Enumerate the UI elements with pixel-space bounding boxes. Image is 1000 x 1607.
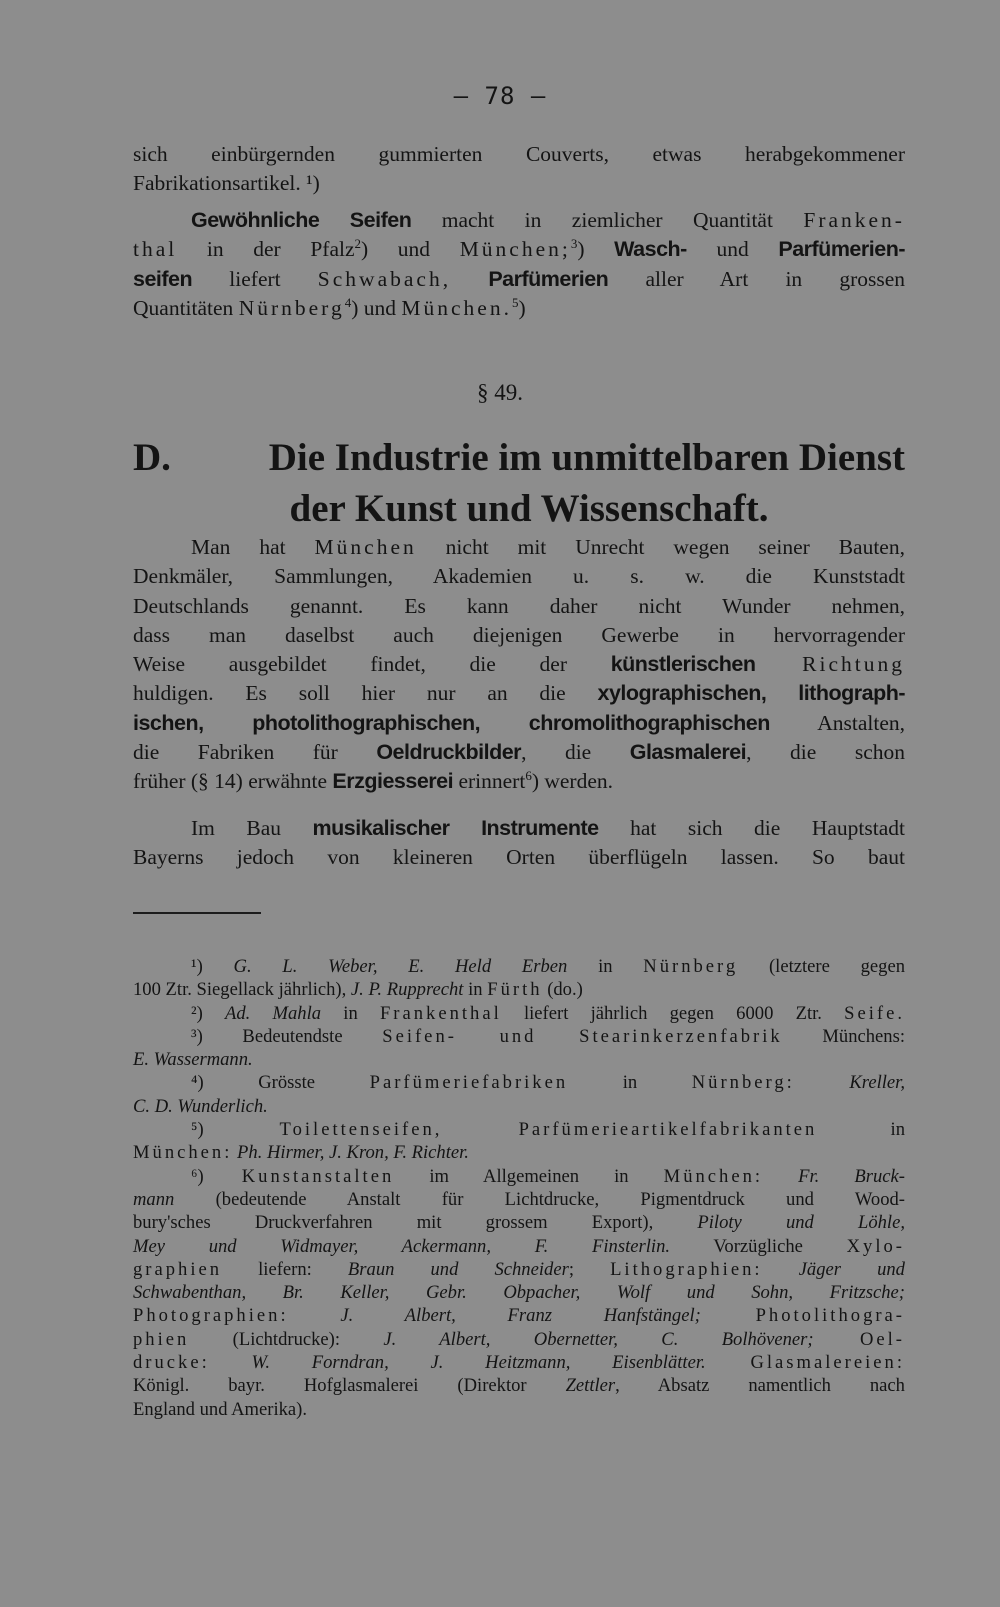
footnote-2 bbox=[133, 1002, 905, 1025]
footnote-mark: ²) bbox=[191, 1002, 203, 1024]
names: Braun und Schneider bbox=[347, 1258, 569, 1280]
spaced-word: Glasmalereien: bbox=[705, 1352, 905, 1374]
names: W. Forndran, J. Heitzmann, Eisenblätter. bbox=[209, 1352, 706, 1374]
footnote-4-cont bbox=[133, 1095, 905, 1118]
bold-term: Gewöhnliche Seifen bbox=[191, 208, 412, 232]
spaced-word: Richtung bbox=[755, 652, 905, 677]
place-name: thal bbox=[133, 237, 178, 262]
names: Piloty und Löhle, bbox=[697, 1212, 905, 1234]
text-run: in bbox=[463, 979, 488, 1001]
chapter-heading bbox=[133, 432, 905, 534]
text-line bbox=[133, 294, 905, 323]
text-run: erinnert bbox=[453, 769, 526, 794]
text-line bbox=[133, 709, 905, 738]
text-line: Deutschlands genannt. Es kann daher nicht Wunder nehmen, bbox=[133, 593, 905, 618]
spaced-word: Seife. bbox=[844, 1002, 905, 1024]
text-run: liefern: bbox=[222, 1258, 348, 1280]
names: J. Albert, Obernetter, C. Bolhövener; bbox=[383, 1328, 814, 1350]
text-line bbox=[133, 767, 905, 796]
spaced-word: Seifen- und Stearinkerzenfabrik bbox=[382, 1025, 783, 1047]
text-run: Weise ausgebildet findet, die der bbox=[133, 652, 611, 677]
text-line: Bayerns jedoch von kleineren Orten überflügeln lassen. So baut bbox=[133, 845, 905, 870]
footnote-6-cont bbox=[133, 1304, 905, 1327]
footnote-ref: 4 bbox=[344, 294, 352, 310]
text-line bbox=[133, 738, 905, 767]
text-line: dass man daselbst auch diejenigen Gewerbe in hervorragender bbox=[133, 622, 905, 647]
text-run: früher (§ 14) erwähnte bbox=[133, 769, 333, 794]
text-run: in der Pfalz bbox=[177, 237, 355, 262]
text-line: sich einbürgernden gummierten Couverts, etwas herabgekommener bbox=[133, 142, 905, 166]
text-run: ; bbox=[568, 1258, 611, 1280]
text-run: die Fabriken für bbox=[133, 740, 377, 765]
text-line bbox=[133, 533, 905, 562]
text-run: Anstalten, bbox=[769, 710, 905, 735]
bold-term: ischen, photolithographischen, chromolithographischen bbox=[133, 710, 770, 735]
place-name: München: bbox=[133, 1142, 233, 1164]
text-run: (letztere gegen bbox=[738, 956, 905, 977]
names: Mey und Widmayer, Ackermann, F. Finsterlin. bbox=[133, 1235, 671, 1257]
place-name: München; bbox=[459, 237, 571, 262]
footnote-5-cont bbox=[133, 1141, 905, 1164]
footnote-6-cont bbox=[133, 1328, 905, 1351]
text-run: im Allgemeinen in bbox=[394, 1165, 664, 1187]
text-run: ) bbox=[577, 237, 615, 262]
bold-term: Parfümerien bbox=[451, 266, 609, 291]
spaced-word: Lithographien: bbox=[610, 1258, 763, 1280]
place-name: Fürth bbox=[487, 979, 543, 1001]
footnote-ref: 5 bbox=[511, 294, 519, 310]
footnote-mark: ⁵) bbox=[191, 1119, 204, 1141]
footnote-1-cont bbox=[133, 978, 905, 1001]
names: G. L. Weber, E. Held Erben bbox=[233, 956, 568, 977]
text-run: liefert jährlich gegen 6000 Ztr. bbox=[501, 1002, 845, 1024]
text-run: Vorzügliche bbox=[670, 1235, 847, 1257]
bold-term: musikalischer Instrumente bbox=[312, 816, 599, 840]
names: Ad. Mahla bbox=[225, 1002, 322, 1024]
spaced-word: phien bbox=[133, 1328, 190, 1350]
footnote-5 bbox=[133, 1118, 905, 1141]
text-line bbox=[133, 814, 905, 843]
text-run: ) werden. bbox=[531, 769, 614, 794]
footnote-4 bbox=[133, 1071, 905, 1094]
footnote-6-cont bbox=[133, 1281, 905, 1304]
bold-term: Glasmalerei bbox=[629, 740, 747, 765]
footnote-mark: ⁴) bbox=[191, 1072, 204, 1094]
footnote-mark: ¹) bbox=[191, 956, 203, 977]
page-number: — 78 — bbox=[453, 82, 547, 110]
text-line bbox=[133, 235, 905, 264]
text-run: , die schon bbox=[746, 740, 905, 765]
spaced-word: Oel- bbox=[813, 1328, 905, 1350]
names: mann bbox=[133, 1188, 175, 1210]
place-name: Frankenthal bbox=[379, 1002, 502, 1024]
footnote-6-cont bbox=[133, 1351, 905, 1374]
footnote-mark: ³) bbox=[191, 1025, 203, 1047]
footnotes bbox=[133, 955, 905, 1421]
text-run: in bbox=[567, 956, 644, 977]
names: Schwabenthan, Br. Keller, Gebr. Obpacher, Wolf und Sohn, Fritzsche; bbox=[133, 1282, 905, 1304]
art-industry-paragraph bbox=[133, 533, 905, 797]
place-name: München: bbox=[663, 1165, 764, 1187]
footnote-6-cont: England und Amerika). bbox=[133, 1398, 308, 1420]
bold-term: Wasch- bbox=[614, 237, 687, 262]
footnote-ref: 3 bbox=[570, 236, 578, 252]
heading-title-2: der Kunst und Wissenschaft. bbox=[289, 487, 769, 530]
bold-term: künstlerischen bbox=[610, 652, 756, 677]
bold-term: Erzgiesserei bbox=[332, 769, 454, 794]
text-run: , Absatz namentlich nach bbox=[615, 1375, 905, 1397]
footnote-ref: 2 bbox=[354, 236, 361, 252]
names: Zettler bbox=[565, 1375, 616, 1397]
names: Kreller, bbox=[849, 1072, 905, 1094]
text-run: Münchens: bbox=[782, 1025, 905, 1047]
footnote-6-cont bbox=[133, 1235, 905, 1258]
spaced-word: Parfümeriefabriken bbox=[369, 1072, 569, 1094]
text-run: in bbox=[817, 1119, 905, 1141]
bold-term: Oeldruckbilder bbox=[376, 740, 522, 765]
text-run: liefert bbox=[192, 266, 318, 291]
spaced-word: graphien bbox=[133, 1258, 223, 1280]
text-run: nicht mit Unrecht wegen seiner Bauten, bbox=[416, 535, 905, 559]
footnote-mark: ⁶) bbox=[191, 1165, 204, 1187]
footnote-3 bbox=[133, 1025, 905, 1048]
footnote-6 bbox=[133, 1165, 905, 1188]
text-run: hat sich die Hauptstadt bbox=[598, 816, 905, 840]
place-name: Nürnberg bbox=[643, 956, 739, 977]
text-run: Bedeutendste bbox=[202, 1025, 383, 1047]
text-run: Im Bau bbox=[191, 816, 313, 840]
footnote-1 bbox=[133, 955, 905, 978]
text-run: Grösste bbox=[203, 1072, 370, 1094]
text-run: 100 Ztr. Siegellack jährlich), bbox=[133, 979, 351, 1001]
soap-paragraph bbox=[133, 206, 905, 323]
text-run: und bbox=[686, 237, 779, 262]
intro-paragraph bbox=[133, 140, 905, 199]
heading-letter: D. bbox=[133, 436, 171, 479]
place-name: Schwabach, bbox=[317, 266, 452, 291]
text-run: Königl. bayr. Hofglasmalerei (Direktor bbox=[133, 1375, 566, 1397]
text-run: (do.) bbox=[542, 979, 583, 1001]
text-run: Man hat bbox=[191, 535, 315, 559]
text-run: huldigen. Es soll hier nur an die bbox=[133, 681, 598, 706]
text-line bbox=[133, 650, 905, 679]
bold-term: seifen bbox=[133, 266, 193, 291]
names: J. Albert, Franz Hanfstängel; bbox=[288, 1305, 701, 1327]
place-name: Nürnberg: bbox=[691, 1072, 795, 1094]
text-run: in bbox=[568, 1072, 692, 1094]
footnote-3-cont bbox=[133, 1048, 905, 1071]
footnote-6-cont bbox=[133, 1211, 905, 1234]
place-name: Nürnberg bbox=[238, 295, 345, 320]
text-line bbox=[133, 679, 905, 708]
text-line: Fabrikationsartikel. ¹) bbox=[133, 171, 320, 196]
bold-term: xylographischen, lithograph- bbox=[597, 681, 905, 706]
section-number: § 49. bbox=[477, 380, 523, 405]
spaced-word: drucke: bbox=[133, 1352, 210, 1374]
footnote-6-cont bbox=[133, 1374, 905, 1397]
names: Ph. Hirmer, J. Kron, F. Richter. bbox=[232, 1142, 469, 1164]
text-line bbox=[133, 206, 905, 235]
names: C. D. Wunderlich. bbox=[133, 1095, 268, 1117]
bold-term: Parfümerien- bbox=[778, 237, 905, 262]
footnote-ref: 6 bbox=[525, 768, 532, 784]
names: Fr. Bruck- bbox=[763, 1165, 905, 1187]
footnote-divider bbox=[133, 912, 261, 914]
footnote-6-cont bbox=[133, 1258, 905, 1281]
names: J. P. Rupprecht bbox=[350, 979, 464, 1001]
heading-title-1: Die Industrie im unmittelbaren Dienst bbox=[268, 436, 905, 479]
footnote-6-cont bbox=[133, 1188, 905, 1211]
heading-line-1 bbox=[133, 432, 905, 483]
names: Jäger und bbox=[762, 1258, 905, 1280]
spaced-word: Kunstanstalten bbox=[203, 1165, 395, 1187]
text-run: ) bbox=[518, 295, 526, 320]
text-line bbox=[133, 265, 905, 294]
names: E. Wassermann. bbox=[133, 1049, 253, 1071]
place-name: München. bbox=[401, 295, 512, 320]
spaced-word: Photographien: bbox=[133, 1305, 289, 1327]
place-name: München bbox=[314, 535, 417, 559]
text-run: ) und bbox=[361, 237, 460, 262]
text-run: bury'sches Druckverfahren mit grossem Export), bbox=[133, 1212, 698, 1234]
spaced-word: Xylo- bbox=[846, 1235, 905, 1257]
place-name: Franken- bbox=[803, 208, 905, 232]
text-run: aller Art in grossen bbox=[608, 266, 906, 291]
text-run: (bedeutende Anstalt für Lichtdrucke, Pigmentdruck und Wood- bbox=[174, 1188, 905, 1210]
text-run: Quantitäten bbox=[133, 295, 239, 320]
spaced-word: Photolithogra- bbox=[700, 1305, 905, 1327]
spaced-word: Toilettenseifen, Parfümerieartikelfabrikanten bbox=[203, 1119, 818, 1141]
text-run: , die bbox=[521, 740, 630, 765]
text-run: in bbox=[321, 1002, 380, 1024]
text-run: ) und bbox=[351, 295, 402, 320]
instruments-paragraph bbox=[133, 814, 905, 873]
text-line: Denkmäler, Sammlungen, Akademien u. s. w. die Kunststadt bbox=[133, 564, 905, 589]
text-run: (Lichtdrucke): bbox=[189, 1328, 384, 1350]
text-run: macht in ziemlicher Quantität bbox=[411, 208, 804, 232]
